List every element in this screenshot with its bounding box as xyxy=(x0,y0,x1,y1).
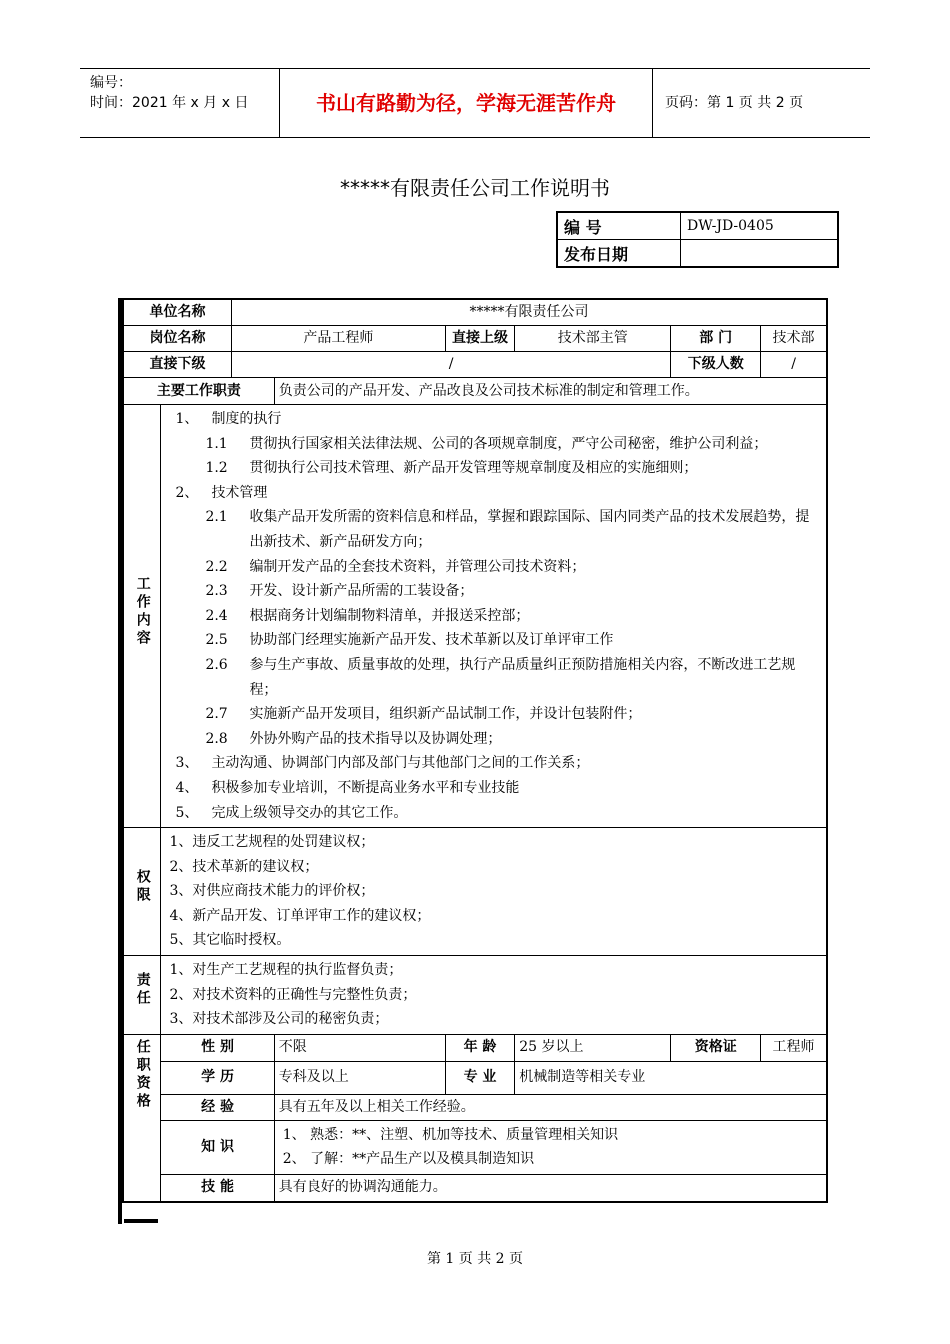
work-item xyxy=(169,579,820,604)
education-value: 专科及以上 xyxy=(274,1061,445,1094)
work-item xyxy=(169,702,820,727)
code-table xyxy=(556,211,839,268)
responsibility-list xyxy=(161,956,827,1035)
work-item-text: 积极参加专业培训，不断提高业务水平和专业技能 xyxy=(211,779,520,796)
work-item xyxy=(169,801,820,826)
age-value: 25 岁以上 xyxy=(515,1034,671,1061)
code-value: DW-JD-0405 xyxy=(681,212,839,240)
authority-list xyxy=(161,828,827,956)
unit-label: 单位名称 xyxy=(123,299,231,326)
work-item-number: 1.2 xyxy=(205,460,228,477)
skill-label: 技 能 xyxy=(161,1175,274,1202)
authority-text: 权限 xyxy=(134,869,151,906)
education-label: 学 历 xyxy=(161,1061,274,1094)
subordinate-value: / xyxy=(231,352,670,378)
work-item-number: 2.2 xyxy=(205,558,228,575)
superior-value: 技术部主管 xyxy=(515,326,671,352)
work-item xyxy=(169,628,820,653)
work-item-number: 2.4 xyxy=(205,607,228,624)
date-value xyxy=(681,240,839,268)
responsibility-item: 3、对技术部涉及公司的秘密负责； xyxy=(169,1011,389,1028)
work-item xyxy=(169,776,820,801)
work-item xyxy=(169,727,820,752)
work-item-number: 2.6 xyxy=(205,656,228,673)
job-description-table xyxy=(122,298,828,1203)
qualification-label xyxy=(123,1034,161,1201)
work-item-text: 技术管理 xyxy=(211,484,268,501)
authority-label xyxy=(123,828,161,956)
responsibility-text: 责任 xyxy=(134,972,151,1009)
work-item-number: 1、 xyxy=(175,411,199,427)
responsibility-item: 2、对技术资料的正确性与完整性负责； xyxy=(169,986,417,1003)
authority-item: 5、其它临时授权。 xyxy=(169,932,291,949)
work-item-number: 3、 xyxy=(175,755,199,772)
dept-label: 部 门 xyxy=(671,326,761,352)
work-item-text: 参与生产事故、质量事故的处理，执行产品质量纠正预防措施相关内容，不断改进工艺规程； xyxy=(249,656,796,698)
work-item-text: 协助部门经理实施新产品开发、技术革新以及订单评审工作 xyxy=(249,632,614,649)
header-slogan: 书山有路勤为径，学海无涯苦作舟 xyxy=(280,69,653,137)
work-item-number: 5、 xyxy=(175,804,199,821)
cert-value: 工程师 xyxy=(761,1034,827,1061)
work-item xyxy=(169,555,820,580)
work-item-number: 2.8 xyxy=(205,730,228,747)
work-item xyxy=(169,751,820,776)
work-item-text: 贯彻执行公司技术管理、新产品开发管理等规章制度及相应的实施细则； xyxy=(249,460,698,477)
work-item xyxy=(169,481,820,506)
table-footer-rule xyxy=(124,1219,158,1223)
major-label: 专 业 xyxy=(445,1061,514,1094)
age-label: 年 龄 xyxy=(445,1034,514,1061)
work-item-text: 收集产品开发所需的资料信息和样品，掌握和跟踪国际、国内同类产品的技术发展趋势，提出新技术、新产品研发方向； xyxy=(249,509,810,550)
authority-item: 3、对供应商技术能力的评价权； xyxy=(169,883,375,900)
subordinate-label: 直接下级 xyxy=(123,352,231,378)
cert-label: 资格证 xyxy=(671,1034,761,1061)
responsibility-item: 1、对生产工艺规程的执行监督负责； xyxy=(169,962,403,979)
work-item-text: 主动沟通、协调部门内部及部门与其他部门之间的工作关系； xyxy=(211,755,590,772)
code-label: 编 号 xyxy=(557,212,681,240)
work-item-number: 2.1 xyxy=(205,509,228,526)
document-title: *****有限责任公司工作说明书 xyxy=(340,176,610,200)
dept-value: 技术部 xyxy=(761,326,827,352)
authority-item: 1、违反工艺规程的处罚建议权； xyxy=(169,834,375,851)
work-item xyxy=(169,456,820,481)
number-label: 编号： xyxy=(90,75,132,91)
header-meta xyxy=(80,69,280,137)
work-item-text: 外协外购产品的技术指导以及协调处理； xyxy=(249,730,502,747)
work-item-text: 编制开发产品的全套技术资料，并管理公司技术资料； xyxy=(249,558,586,575)
authority-item: 4、新产品开发、订单评审工作的建议权； xyxy=(169,907,431,924)
page-header xyxy=(80,68,870,138)
work-item-text: 根据商务计划编制物料清单，并报送采控部； xyxy=(249,607,530,624)
work-item xyxy=(169,653,820,702)
subordinate-count-label: 下级人数 xyxy=(671,352,761,378)
work-item-text: 开发、设计新产品所需的工装设备； xyxy=(249,583,474,600)
skill-value: 具有良好的协调沟通能力。 xyxy=(274,1175,827,1202)
responsibility-label xyxy=(123,956,161,1035)
post-label: 岗位名称 xyxy=(123,326,231,352)
page-info: 页码：第 1 页 共 2 页 xyxy=(665,95,804,111)
knowledge-list xyxy=(274,1120,827,1174)
work-item xyxy=(169,432,820,457)
work-item-number: 2、 xyxy=(175,484,199,501)
work-item-number: 1.1 xyxy=(205,435,228,452)
subordinate-count-value: / xyxy=(761,352,827,378)
unit-value: *****有限责任公司 xyxy=(231,299,827,326)
duty-label: 主要工作职责 xyxy=(123,378,274,405)
post-value: 产品工程师 xyxy=(231,326,445,352)
work-content-text: 工作内容 xyxy=(134,575,151,648)
work-item-number: 2.5 xyxy=(205,632,228,649)
knowledge-item: 2、 了解：**产品生产以及模具制造知识 xyxy=(282,1151,535,1168)
superior-label: 直接上级 xyxy=(445,326,514,352)
work-item xyxy=(169,407,820,432)
major-value: 机械制造等相关专业 xyxy=(515,1061,827,1094)
knowledge-label: 知 识 xyxy=(161,1120,274,1174)
work-item-text: 完成上级领导交办的其它工作。 xyxy=(211,804,408,821)
qualification-text: 任职资格 xyxy=(134,1038,151,1111)
experience-label: 经 验 xyxy=(161,1094,274,1120)
work-item xyxy=(169,604,820,629)
work-item-number: 4、 xyxy=(175,779,199,796)
gender-value: 不限 xyxy=(274,1034,445,1061)
duty-value: 负责公司的产品开发、产品改良及公司技术标准的制定和管理工作。 xyxy=(274,378,827,405)
work-item-number: 2.7 xyxy=(205,706,228,723)
gender-label: 性 别 xyxy=(161,1034,274,1061)
work-item-text: 贯彻执行国家相关法律法规、公司的各项规章制度，严守公司秘密，维护公司利益； xyxy=(249,435,768,452)
authority-item: 2、技术革新的建议权； xyxy=(169,858,319,875)
knowledge-item: 1、 熟悉：**、注塑、机加等技术、质量管理相关知识 xyxy=(282,1126,619,1143)
experience-value: 具有五年及以上相关工作经验。 xyxy=(274,1094,827,1120)
work-item-text: 制度的执行 xyxy=(211,411,282,427)
work-item-text: 实施新产品开发项目，组织新产品试制工作，并设计包装附件； xyxy=(249,706,642,723)
work-content-label xyxy=(123,405,161,828)
time-label: 时间：2021 年 x 月 x 日 xyxy=(90,95,249,111)
work-item-number: 2.3 xyxy=(205,583,228,600)
work-item xyxy=(169,505,820,554)
work-content-list xyxy=(161,405,827,828)
date-label: 发布日期 xyxy=(557,240,681,268)
page-footer: 第 1 页 共 2 页 xyxy=(426,1251,524,1267)
